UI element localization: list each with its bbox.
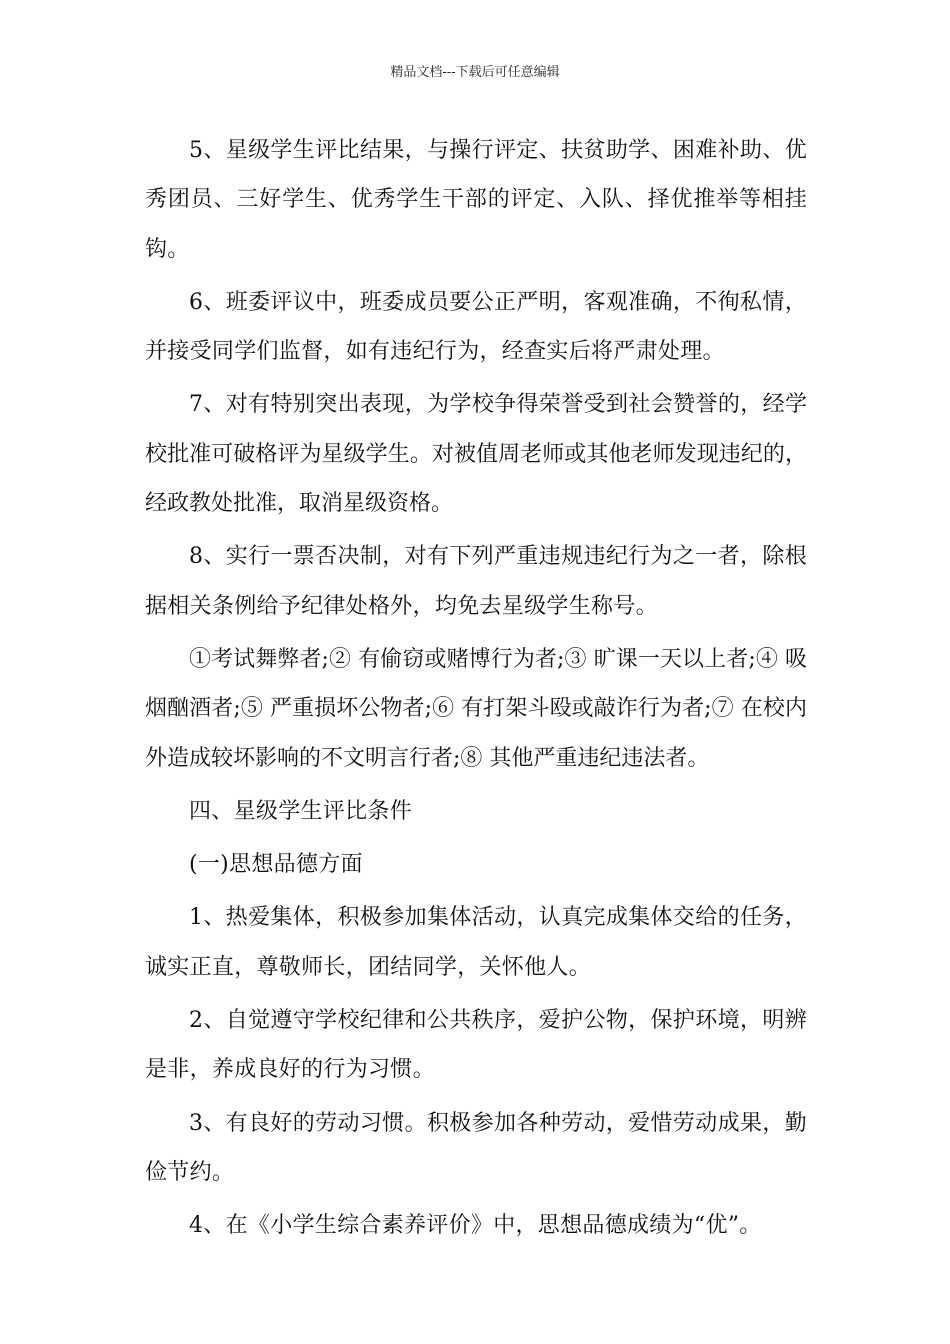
paragraph-condition-1: 1、热爱集体，积极参加集体活动，认真完成集体交给的任务，诚实正直，尊敬师长，团结同学，关怀他人。 [145,905,807,980]
section-heading-conditions: 四、星级学生评比条件 [189,798,413,824]
paragraph-rule-7: 7、对有特别突出表现，为学校争得荣誉受到社会赞誉的，经学校批准可破格评为星级学生。对被值周老师或其他老师发现违纪的，经政教处批准，取消星级资格。 [145,392,807,517]
document-body [145,126,807,1255]
paragraph-condition-2: 2、自觉遵守学校纪律和公共秩序，爱护公物，保护环境，明辨是非，养成良好的行为习惯。 [145,1008,807,1083]
paragraph-condition-4: 4、在《小学生综合素养评价》中，思想品德成绩为“优”。 [189,1213,762,1239]
subsection-heading-morality: (一)思想品德方面 [189,852,363,878]
paragraph-condition-3: 3、有良好的劳动习惯。积极参加各种劳动，爱惜劳动成果，勤俭节约。 [145,1110,807,1185]
paragraph-rule-8: 8、实行一票否决制，对有下列严重违规违纪行为之一者，除根据相关条例给予纪律处格外，均免去星级学生称号。 [145,544,807,619]
paragraph-rule-5: 5、星级学生评比结果，与操行评定、扶贫助学、困难补助、优秀团员、三好学生、优秀学生干部的评定、入队、择优推举等相挂钩。 [145,138,807,262]
paragraph-rule-6: 6、班委评议中，班委成员要公正严明，客观准确，不徇私情，并接受同学们监督，如有违纪行为，经查实后将严肃处理。 [145,289,807,365]
page-header: 精品文档---下载后可任意编辑 [390,65,560,80]
paragraph-violations-list: ①考试舞弊者;② 有偷窃或赌博行为者;③ 旷课一天以上者;④ 吸烟酗酒者;⑤ 严重损坏公物者;⑥ 有打架斗殴或敲诈行为者;⑦ 在校内外造成较坏影响的不文明言行者;⑧ 其他严重违纪违法者。 [145,646,807,771]
